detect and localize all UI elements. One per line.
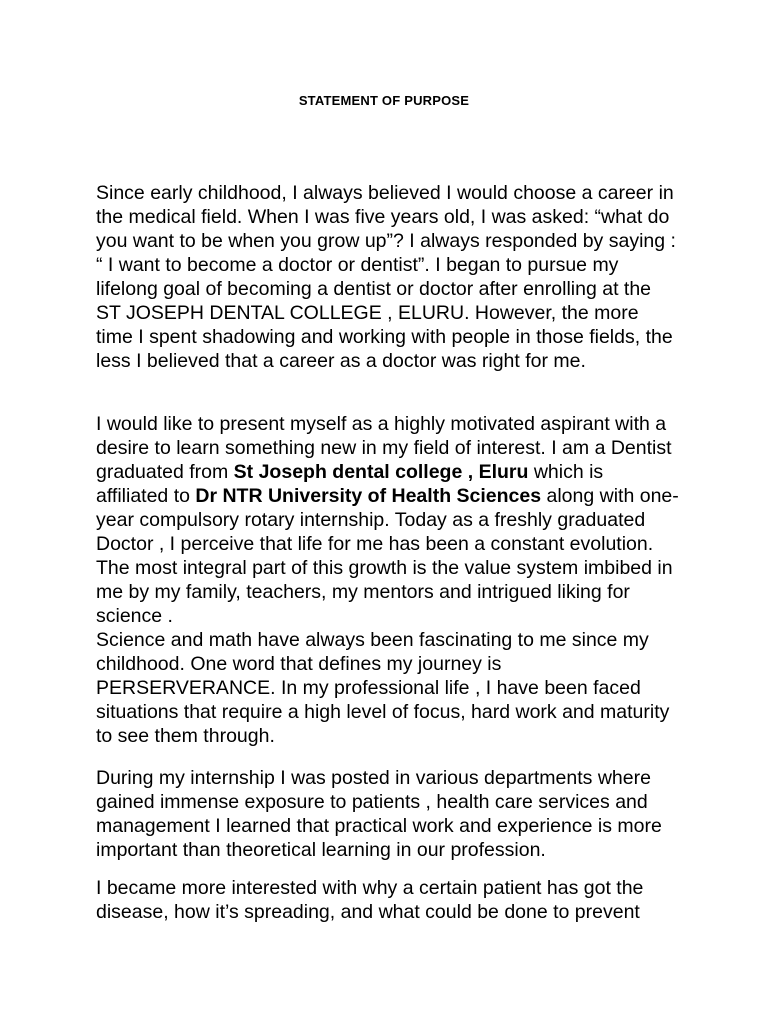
intro-text-affiliation: which is affiliated to — [96, 461, 604, 507]
page-title: STATEMENT OF PURPOSE — [298, 93, 470, 108]
paragraph-internship: During my internship I was posted in various departments where gained immense exposure to patients , health care services and management I learned that practical work and experience is more important than theoretical learning in our profession. — [96, 767, 662, 861]
paragraph-introduction — [96, 412, 680, 748]
university-name: Dr NTR University of Health Sciences — [195, 485, 542, 507]
intro-text-start: I would like to present myself as a highly motivated aspirant with a desire to learn something new in my field of interest. I am a Dentist graduated from — [96, 413, 672, 483]
intro-text-perseverance: Science and math have always been fascinating to me since my childhood. One word that defines my journey is PERSERVERANCE. In my professional life , I have been faced situations that require a high level of focus, hard work and maturity to see them through. — [96, 629, 670, 747]
college-name: St Joseph dental college , Eluru — [233, 461, 529, 483]
paragraph-childhood: Since early childhood, I always believed I would choose a career in the medical field. When I was five years old, I was asked: “what do you want to be when you grow up”? I always responded by saying : “ I want to become a doctor or dentist”. I began to pursue my lifelong goal of becoming a dentist or doctor after enrolling at the ST JOSEPH DENTAL COLLEGE , ELURU. However, the more time I spent shadowing and working with people in those fields, the less I believed that a career as a doctor was right for me. — [96, 182, 676, 372]
intro-text-end: along with one-year compulsory rotary internship. Today as a freshly graduated Doctor , I perceive that life for me has been a constant evolution. The most integral part of this growth is the value system imbibed in me by my family, teachers, my mentors and intrigued liking for science . — [96, 485, 679, 627]
paragraph-interest: I became more interested with why a certain patient has got the disease, how it’s spreading, and what could be done to prevent — [96, 877, 644, 923]
